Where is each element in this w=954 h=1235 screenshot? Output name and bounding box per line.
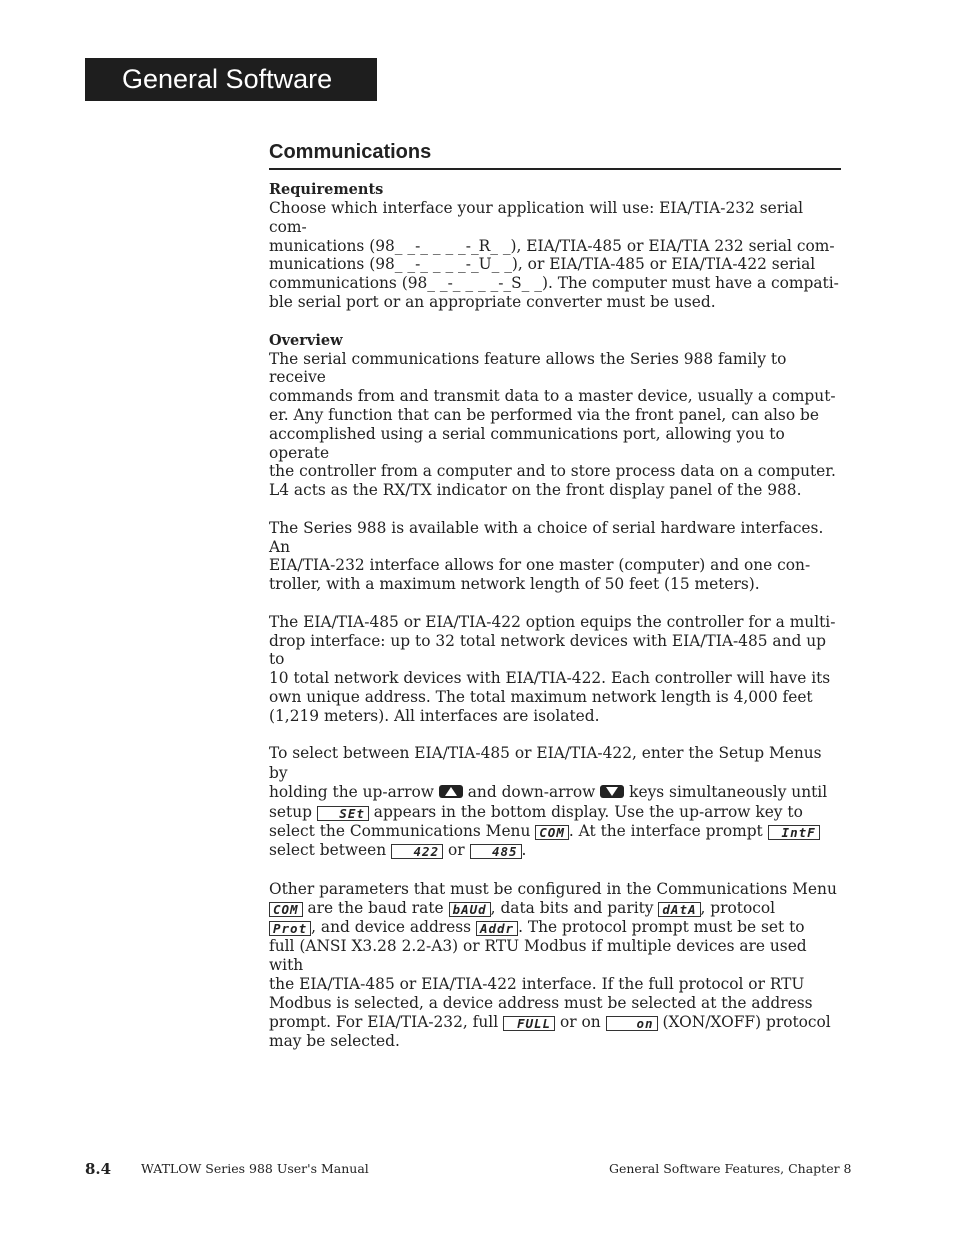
text-line: troller, with a maximum network length of 50 feet (15 meters). <box>269 575 760 594</box>
text-line: The EIA/TIA-485 or EIA/TIA-422 option equips the controller for a multi- <box>269 612 836 631</box>
footer-manual-title: WATLOW Series 988 User's Manual <box>141 1161 369 1176</box>
lcd-com-display: COM <box>269 902 303 917</box>
main-content <box>269 140 841 1051</box>
text-line: munications (98_ _-_ _ _ _-_R_ _), EIA/TIA-485 or EIA/TIA 232 serial com- <box>269 236 835 255</box>
text-line: full (ANSI X3.28 2.2-A3) or RTU Modbus if multiple devices are used with <box>269 936 807 974</box>
text-fragment: appears in the bottom display. Use the up-arrow key to <box>373 802 803 821</box>
lcd-prot-display: Prot <box>269 921 311 936</box>
requirements-text <box>269 199 841 312</box>
spacer <box>269 861 841 880</box>
overview-paragraph-3 <box>269 613 841 726</box>
spacer <box>269 500 841 519</box>
text-fragment: , data bits and parity <box>490 898 654 917</box>
text-line: 10 total network devices with EIA/TIA-422. Each controller will have its <box>269 669 831 688</box>
text-line: The Series 988 is available with a choice of serial hardware interfaces. An <box>269 518 824 556</box>
lcd-485-display: 485 <box>470 844 522 859</box>
text-line: Other parameters that must be configured in the Communications Menu <box>269 879 837 898</box>
overview-paragraph-1 <box>269 350 841 500</box>
text-fragment: , protocol <box>700 898 776 917</box>
text-line: (1,219 meters). All interfaces are isolated. <box>269 706 600 725</box>
requirements-heading: Requirements <box>269 181 384 198</box>
text-line: the EIA/TIA-485 or EIA/TIA-422 interface. If the full protocol or RTU <box>269 974 805 993</box>
other-parameters-paragraph <box>269 880 841 1051</box>
text-line: drop interface: up to 32 total network devices with EIA/TIA-485 and up to <box>269 631 827 669</box>
spacer <box>269 726 841 745</box>
text-fragment: . <box>521 841 527 860</box>
text-line <box>269 822 841 841</box>
text-line: EIA/TIA-232 interface allows for one master (computer) and one con- <box>269 556 811 575</box>
text-fragment: prompt. For EIA/TIA-232, full <box>269 1012 499 1031</box>
text-line: The serial communications feature allows the Series 988 family to receive <box>269 349 787 387</box>
up-arrow-key-icon <box>439 785 463 798</box>
text-line: munications (98_ _-_ _ _ _-_U_ _), or EIA/TIA-485 or EIA/TIA-422 serial <box>269 255 816 274</box>
spacer <box>269 594 841 613</box>
overview-heading: Overview <box>269 331 343 349</box>
text-fragment: , and device address <box>311 917 472 936</box>
section-title: Communications <box>269 140 841 170</box>
lcd-com-display: COM <box>535 825 569 840</box>
text-fragment: (XON/XOFF) protocol <box>662 1012 831 1031</box>
text-line: communications (98_ _-_ _ _ _-_S_ _). The computer must have a compati- <box>269 274 839 293</box>
lcd-on-display: on <box>606 1016 658 1031</box>
text-line: Modbus is selected, a device address must be selected at the address <box>269 993 813 1012</box>
text-fragment: setup <box>269 802 312 821</box>
page-header-title: General Software <box>85 58 377 101</box>
text-fragment: select the Communications Menu <box>269 821 531 840</box>
text-fragment: select between <box>269 841 387 860</box>
overview-paragraph-2 <box>269 519 841 594</box>
text-line <box>269 918 841 937</box>
text-line <box>269 1013 841 1032</box>
text-line: er. Any function that can be performed via the front panel, can also be <box>269 405 819 424</box>
lcd-full-display: FULL <box>503 1016 555 1031</box>
lcd-set-display: SEt <box>317 806 369 821</box>
text-line: accomplished using a serial communications port, allowing you to operate <box>269 424 785 462</box>
lcd-data-display: dAtA <box>658 902 700 917</box>
text-fragment: or on <box>559 1012 601 1031</box>
text-line: may be selected. <box>269 1031 400 1050</box>
footer-chapter: General Software Features, Chapter 8 <box>609 1161 852 1176</box>
text-line: the controller from a computer and to store process data on a computer. <box>269 462 836 481</box>
text-fragment: or <box>448 841 465 860</box>
text-line: To select between EIA/TIA-485 or EIA/TIA-422, enter the Setup Menus by <box>269 744 822 782</box>
text-fragment: and down-arrow <box>467 783 596 802</box>
text-line: L4 acts as the RX/TX indicator on the front display panel of the 988. <box>269 481 802 500</box>
text-fragment: . At the interface prompt <box>568 821 763 840</box>
text-fragment: are the baud rate <box>307 898 444 917</box>
text-fragment: holding the up-arrow <box>269 783 434 802</box>
page-number: 8.4 <box>85 1160 112 1178</box>
interface-select-paragraph <box>269 744 841 860</box>
text-line: own unique address. The total maximum network length is 4,000 feet <box>269 687 813 706</box>
text-fragment: keys simultaneously until <box>629 783 828 802</box>
lcd-baud-display: bAUd <box>449 902 491 917</box>
text-line: commands from and transmit data to a master device, usually a comput- <box>269 387 836 406</box>
text-line: ble serial port or an appropriate converter must be used. <box>269 292 716 311</box>
text-line <box>269 803 841 822</box>
text-fragment: . The protocol prompt must be set to <box>518 917 805 936</box>
text-line: Choose which interface your application will use: EIA/TIA-232 serial com- <box>269 199 804 236</box>
lcd-addr-display: Addr <box>476 921 518 936</box>
spacer <box>269 312 841 331</box>
down-arrow-key-icon <box>600 785 624 798</box>
lcd-intf-display: IntF <box>768 825 820 840</box>
lcd-422-display: 422 <box>391 844 443 859</box>
text-line <box>269 783 841 802</box>
text-line <box>269 841 841 860</box>
text-line <box>269 899 841 918</box>
